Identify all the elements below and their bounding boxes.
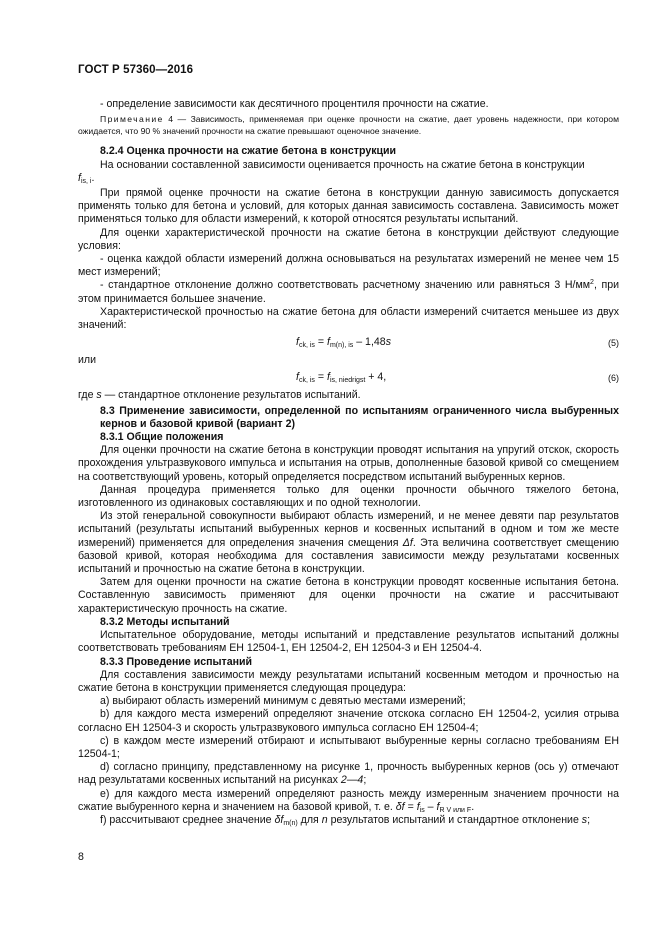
s-symbol: s (385, 336, 391, 349)
note (78, 114, 619, 137)
subscript: m(n), is (329, 342, 354, 350)
page-content (78, 64, 619, 827)
document-header: ГОСТ Р 57360—2016 (78, 64, 194, 76)
paragraph: Для оценки прочности на сжатие бетона в конструкции проводят испытания на упругий отскок, скорость прохождения ультразвукового импульса и испытания на отрыв, дополненные базовой кривой со смещением на соответствующий уровень, который определяется посредством испытаний выбуренных кернов. (78, 444, 619, 483)
section-heading-8-3-2: 8.3.2 Методы испытаний (100, 615, 230, 628)
f-symbol: f (416, 800, 420, 813)
subscript: ck, is (298, 377, 315, 385)
paragraph (78, 510, 619, 576)
subscript: is (419, 806, 425, 814)
symbol-f: f (78, 171, 81, 184)
text-run: , при этом принимается большее значение. (78, 279, 620, 305)
delta-f-symbol: δf (274, 813, 284, 826)
list-item: b) для каждого места измерений определяют значение отскока согласно ЕН 12504-2, усилия отрыва согласно ЕН 12504-3 и скорость ультразвукового импульса согласно ЕН 12504-4; (78, 708, 619, 734)
paragraph: При прямой оценке прочности на сжатие бетона в конструкции данную зависимость допускается применять только для бетона и условий, для которых данная зависимость составлена. Зависимость может применяться только для области измерений, к которой относятся результаты испытаний. (78, 187, 619, 226)
text-run: ; (363, 774, 367, 787)
list-item (78, 814, 619, 827)
text-run: ; (587, 813, 591, 826)
section-heading-8-3-3: 8.3.3 Проведение испытаний (100, 655, 253, 668)
s-symbol: s (581, 813, 588, 826)
text-run: f) рассчитывают среднее значение (100, 813, 275, 826)
paragraph: Для оценки характеристической прочности на сжатие бетона в конструкции действуют следующие условия: (78, 226, 619, 252)
f-symbol: f (326, 336, 330, 349)
list-item (78, 279, 619, 305)
subscript: is, niedrigst (329, 377, 366, 385)
n-symbol: n (321, 813, 328, 826)
subscript: R V или F (439, 806, 472, 814)
minus: – (424, 800, 437, 813)
formula-6 (78, 367, 619, 389)
operator: – 1,48 (353, 336, 386, 349)
text-run: — стандартное отклонение результатов испытаний. (101, 389, 361, 402)
f-symbol: f (326, 371, 330, 384)
list-item: c) в каждом месте измерений отбирают и испытывают выбуренные керны согласно требованиям ЕН 12504-1; (78, 734, 619, 760)
f-symbol: f (296, 336, 299, 349)
text-run: Из этой генеральной совокупности выбирают область измерений, и не менее девяти пар результатов испытаний (результаты испытаний выбуренных кернов и косвенных испытаний в одном и том же месте измерений) применяется для определения значения смещения (78, 510, 619, 549)
paragraph: На основании составленной зависимости оценивается прочность на сжатие бетона в конструкции (100, 158, 585, 171)
symbol-line (78, 172, 619, 185)
equals: = (404, 800, 417, 813)
s-symbol: s (96, 389, 102, 402)
section-heading-8-3: 8.3 Применение зависимости, определенной по испытаниям ограниченного числа выбуренных кернов и базовой кривой (вариант 2) (100, 404, 619, 430)
text-run: . Эта величина соответствует смещению базовой кривой, которая необходима для составления зависимости между результатами косвенных испытаний и прочностью на сжатие бетона в конструкции. (78, 536, 620, 576)
paragraph: Испытательное оборудование, методы испытаний и представление результатов испытаний должны соответствовать требованиям ЕН 12504-1, ЕН 12504-2, ЕН 12504-3 и ЕН 12504-4. (78, 629, 619, 655)
delta-f-symbol: δf (395, 800, 405, 813)
formula-5 (78, 332, 619, 354)
formula-expression (296, 371, 386, 383)
figure-ref: 2—4 (340, 774, 364, 787)
text-run: - стандартное отклонение должно соответствовать расчетному значению или равняться 3 Н/мм (100, 279, 591, 292)
superscript: 2 (590, 279, 594, 287)
text-run: e) для каждого места измерений определяют разность между измеренным значением прочности на сжатие выбуренного керна и значением на базовой кривой, т. е. (78, 787, 619, 813)
text-run: результатов испытаний и стандартное отклонение (327, 813, 582, 826)
paragraph: Данная процедура применяется только для оценки прочности обычного тяжелого бетона, изготовленного из одинаковых составляющих и по одной технологии. (78, 483, 619, 510)
paragraph: - определение зависимости как десятичного процентиля прочности на сжатие. (100, 98, 489, 110)
list-item: - оценка каждой области измерений должна основываться на результатах измерений не менее чем 15 мест измерений; (78, 253, 619, 279)
subscript: ck, is (298, 342, 315, 350)
f-symbol: f (436, 800, 440, 813)
paragraph: Для составления зависимости между результатами испытаний косвенным методом и прочностью на сжатие бетона в конструкции применяется следующая процедура: (78, 668, 619, 694)
f-symbol: f (296, 371, 299, 384)
text-run: d) согласно принципу, представленному на рисунке 1, прочность выбуренных кернов (ось y) отмечают над результатами косвенных испытаний на рисунках (78, 761, 619, 787)
formula-number: (6) (608, 373, 619, 384)
paragraph (78, 389, 619, 402)
list-item (78, 788, 619, 814)
formula-expression (296, 336, 391, 348)
equals: = (314, 336, 327, 349)
section-heading-8-3-1: 8.3.1 Общие положения (100, 431, 224, 444)
page-number: 8 (78, 851, 84, 863)
equals: = (314, 371, 327, 384)
note-text: 4 — Зависимость, применяемая при оценке прочности на сжатие, дает уровень надежности, при котором ожидается, что 90 % значений прочности на сжатие превышают оценочное значение. (78, 114, 619, 136)
paragraph: Затем для оценки прочности на сжатие бетона в конструкции проводят косвенные испытания бетона. Составленную зависимость применяют для оценки прочности на сжатие и рассчитывают характеристическую прочность на сжатие. (78, 576, 619, 615)
text-run: для (297, 813, 322, 826)
period: . (91, 171, 95, 184)
list-item (78, 761, 619, 787)
period: . (471, 800, 475, 813)
delta-f-symbol: Δf (402, 536, 413, 549)
operator: + 4, (365, 371, 387, 384)
note-label: Примечание (100, 114, 164, 125)
formula-number: (5) (608, 338, 619, 349)
symbol-subscript: is, i (80, 177, 92, 185)
paragraph: Характеристической прочностью на сжатие бетона для области измерений считается меньшее из двух значений: (78, 305, 619, 332)
subscript: m(n) (283, 819, 298, 827)
section-heading-8-2-4: 8.2.4 Оценка прочности на сжатие бетона в конструкции (100, 145, 397, 158)
conjunction: или (78, 354, 97, 367)
list-item: a) выбирают область измерений минимум с девятью местами измерений; (100, 695, 466, 708)
text-run: где (78, 389, 97, 402)
